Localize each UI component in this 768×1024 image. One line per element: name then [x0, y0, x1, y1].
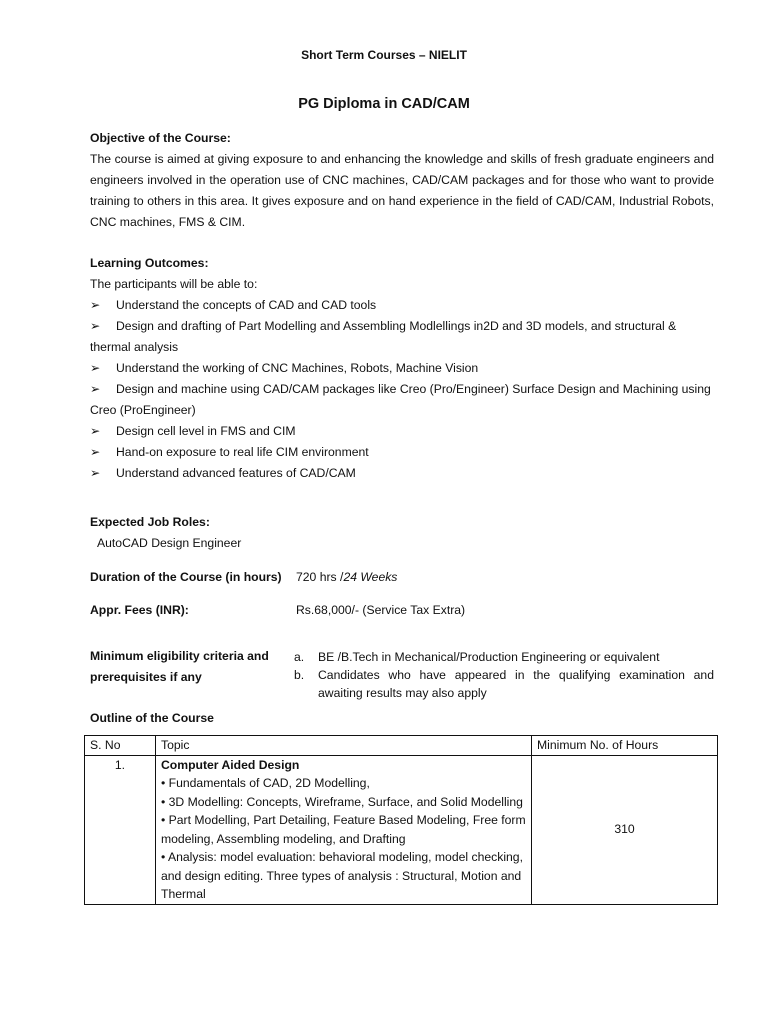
arrow-bullet-icon: ➢ — [90, 382, 101, 396]
list-item — [90, 295, 714, 316]
list-marker: a. — [294, 650, 305, 664]
list-item-text: Design and drafting of Part Modelling and Assembling Modlellings in2D and 3D models, and structural & thermal analysis — [90, 319, 677, 354]
topic-title: Computer Aided Design — [161, 757, 300, 772]
page-header: Short Term Courses – NIELIT — [301, 48, 467, 62]
eligibility-label: Minimum eligibility criteria and prerequisites if any — [90, 649, 269, 684]
outline-table — [84, 735, 718, 905]
column-header: Topic — [156, 736, 532, 756]
list-item-text: Candidates who have appeared in the qualifying examination and awaiting results may also apply — [318, 668, 714, 700]
list-item-text: Understand the concepts of CAD and CAD tools — [116, 298, 377, 312]
list-item-text: Understand the working of CNC Machines, Robots, Machine Vision — [116, 361, 479, 375]
list-item-text: Design and machine using CAD/CAM packages like Creo (Pro/Engineer) Surface Design and Machining using Creo (ProEngineer) — [90, 382, 711, 417]
objective-section — [90, 128, 714, 233]
list-item-text: Understand advanced features of CAD/CAM — [116, 466, 356, 480]
job-roles-value: AutoCAD Design Engineer — [97, 536, 242, 550]
list-item — [294, 648, 714, 666]
duration-label: Duration of the Course (in hours) — [90, 570, 282, 584]
list-item — [90, 421, 714, 442]
job-roles-section — [90, 512, 714, 554]
table-header-row — [85, 736, 718, 756]
outcomes-section — [90, 253, 714, 484]
outcomes-list — [90, 295, 714, 484]
table-cell-hours: 310 — [532, 755, 718, 904]
list-item — [90, 442, 714, 463]
eligibility-list — [294, 648, 714, 702]
list-item — [294, 666, 714, 702]
list-item — [90, 463, 714, 484]
topic-line: • Analysis: model evaluation: behavioral modeling, model checking, and design editing. Three types of analysis : Structural, Motion and Thermal — [161, 850, 523, 901]
objective-heading: Objective of the Course: — [90, 131, 231, 145]
table-row — [85, 755, 718, 904]
outcomes-heading: Learning Outcomes: — [90, 256, 209, 270]
topic-line: • 3D Modelling: Concepts, Wireframe, Surface, and Solid Modelling — [161, 794, 523, 809]
list-item-text: Design cell level in FMS and CIM — [116, 424, 296, 438]
list-marker: b. — [294, 668, 305, 682]
arrow-bullet-icon: ➢ — [90, 424, 101, 438]
duration-weeks: 24 Weeks — [343, 570, 398, 584]
fees-value: Rs.68,000/- (Service Tax Extra) — [296, 603, 466, 617]
objective-text: The course is aimed at giving exposure to and enhancing the knowledge and skills of fresh graduate engineers and engineers involved in the operation use of CNC machines, CAD/CAM packages and for those who want to provide training to others in this area. It gives exposure and on hand experience in the field of CAD/CAM, Industrial Robots, CNC machines, FMS & CIM. — [90, 152, 714, 229]
arrow-bullet-icon: ➢ — [90, 361, 101, 375]
list-item-text: BE /B.Tech in Mechanical/Production Engineering or equivalent — [318, 650, 660, 664]
duration-value — [296, 567, 714, 588]
table-cell-topic — [156, 755, 532, 904]
arrow-bullet-icon: ➢ — [90, 319, 101, 333]
list-item-text: Hand-on exposure to real life CIM environment — [116, 445, 369, 459]
list-item — [90, 379, 714, 421]
outcomes-intro: The participants will be able to: — [90, 277, 258, 291]
job-roles-heading: Expected Job Roles: — [90, 515, 210, 529]
list-item — [90, 316, 714, 358]
arrow-bullet-icon: ➢ — [90, 298, 101, 312]
duration-hours: 720 hrs / — [296, 570, 344, 584]
topic-line: • Fundamentals of CAD, 2D Modelling, — [161, 776, 370, 790]
list-item — [90, 358, 714, 379]
fees-label: Appr. Fees (INR): — [90, 603, 189, 617]
arrow-bullet-icon: ➢ — [90, 466, 101, 480]
arrow-bullet-icon: ➢ — [90, 445, 101, 459]
table-cell-sno: 1. — [85, 755, 156, 904]
topic-line: • Part Modelling, Part Detailing, Feature Based Modeling, Free form modeling, Assembling modeling, and Drafting — [161, 813, 526, 846]
page-title: PG Diploma in CAD/CAM — [298, 96, 470, 112]
column-header: Minimum No. of Hours — [532, 736, 718, 756]
column-header: S. No — [85, 736, 156, 756]
outline-heading: Outline of the Course — [90, 711, 214, 725]
